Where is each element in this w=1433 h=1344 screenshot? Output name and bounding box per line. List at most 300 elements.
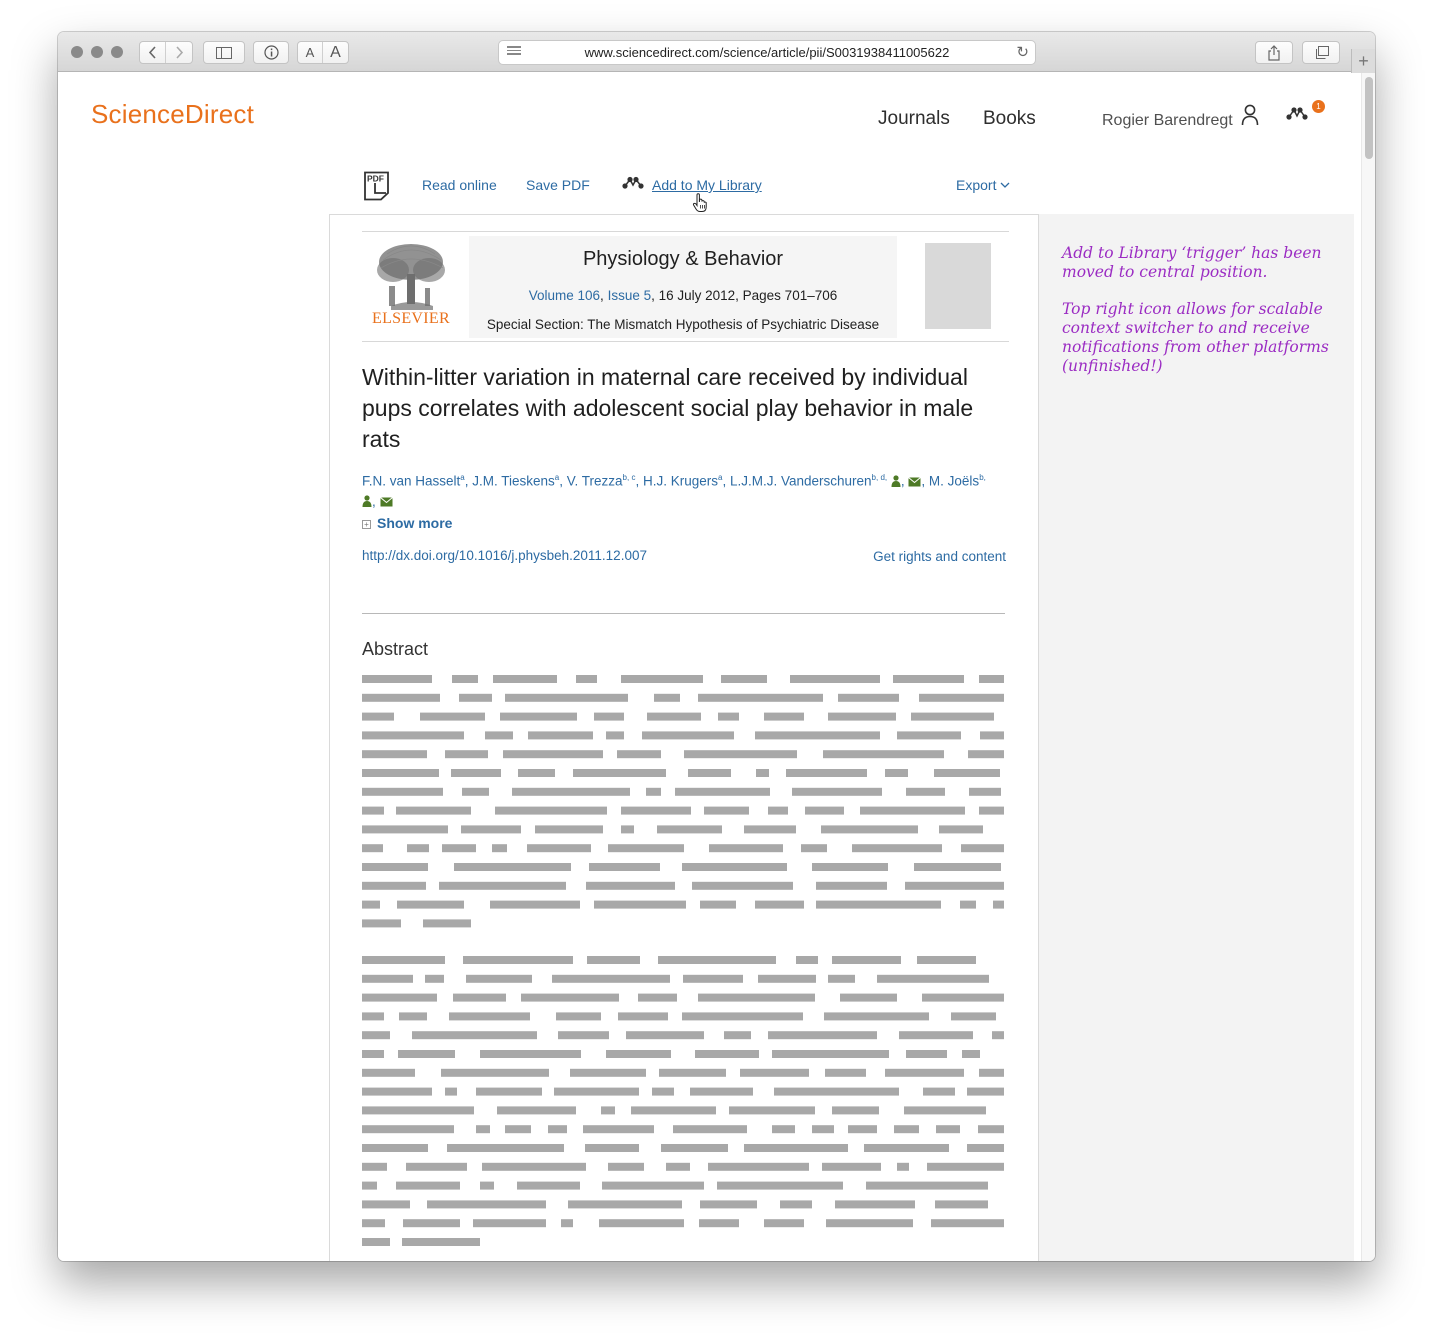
placeholder-word [362, 788, 443, 796]
placeholder-word [992, 1031, 1004, 1039]
placeholder-word [587, 956, 640, 964]
placeholder-word [704, 807, 749, 815]
placeholder-word [812, 1125, 834, 1133]
placeholder-word [466, 975, 532, 983]
placeholder-word [406, 1163, 467, 1171]
author-affiliation: b, d, [871, 473, 888, 482]
back-button[interactable] [140, 42, 166, 63]
placeholder-word [608, 844, 684, 852]
article-column [329, 214, 1039, 1261]
placeholder-word [362, 750, 427, 758]
placeholder-word [362, 825, 448, 833]
placeholder-word [828, 713, 896, 721]
placeholder-word [398, 1050, 455, 1058]
placeholder-word [554, 1088, 639, 1096]
placeholder-word [476, 1088, 542, 1096]
placeholder-word [816, 901, 941, 909]
placeholder-word [454, 863, 571, 871]
placeholder-word [512, 788, 630, 796]
text-smaller-button[interactable]: A [298, 42, 323, 63]
placeholder-word [642, 731, 734, 739]
placeholder-word [362, 675, 432, 683]
placeholder-word [866, 1182, 988, 1190]
placeholder-word [490, 901, 580, 909]
placeholder-word [473, 1219, 546, 1227]
placeholder-word [420, 713, 485, 721]
share-button[interactable] [1255, 41, 1293, 64]
placeholder-word [979, 675, 1004, 683]
placeholder-word [608, 1163, 644, 1171]
chevron-down-icon [1000, 182, 1010, 189]
web-page [58, 73, 1361, 1261]
placeholder-word [606, 1050, 671, 1058]
placeholder-word [905, 882, 1004, 890]
share-icon [1267, 45, 1281, 61]
expand-icon: + [362, 520, 371, 529]
placeholder-word [906, 788, 945, 796]
email-icon[interactable] [908, 477, 921, 487]
person-icon[interactable] [891, 475, 901, 487]
placeholder-word [505, 694, 628, 702]
placeholder-word [718, 713, 739, 721]
placeholder-word [721, 675, 767, 683]
placeholder-word [700, 901, 736, 909]
placeholder-word [362, 1088, 432, 1096]
placeholder-word [618, 1012, 668, 1020]
placeholder-word [919, 694, 1004, 702]
placeholder-word [362, 956, 445, 964]
author-link[interactable]: F.N. van Hasselt [362, 473, 461, 489]
placeholder-word [688, 769, 731, 777]
forward-button[interactable] [166, 42, 192, 63]
email-icon[interactable] [380, 497, 393, 507]
placeholder-word [362, 769, 439, 777]
placeholder-word [601, 1106, 615, 1114]
new-tab-button[interactable]: + [1351, 49, 1375, 73]
placeholder-word [654, 694, 680, 702]
elsevier-wordmark: ELSEVIER [372, 310, 450, 327]
placeholder-word [528, 731, 593, 739]
journal-cover-image[interactable] [925, 243, 991, 329]
placeholder-word [772, 1050, 889, 1058]
placeholder-word [647, 713, 701, 721]
placeholder-word [453, 994, 506, 1002]
placeholder-word [441, 1069, 549, 1077]
user-icon[interactable] [1241, 104, 1259, 126]
placeholder-word [503, 750, 603, 758]
placeholder-word [826, 1219, 913, 1227]
placeholder-word [821, 825, 918, 833]
issue-link[interactable]: Issue 5 [607, 288, 652, 303]
placeholder-word [885, 769, 908, 777]
placeholder-word [527, 844, 591, 852]
placeholder-word [462, 788, 489, 796]
placeholder-word [425, 975, 444, 983]
zoom-window-button[interactable] [111, 46, 123, 58]
placeholder-word [848, 1125, 877, 1133]
placeholder-word [445, 1088, 457, 1096]
placeholder-word [682, 1012, 803, 1020]
author-link[interactable]: M. Joëls [928, 473, 980, 489]
placeholder-word [935, 1200, 988, 1208]
page-scrollbar[interactable] [1361, 73, 1375, 1261]
browser-window [58, 32, 1375, 1261]
placeholder-word [801, 844, 827, 852]
placeholder-word [838, 694, 899, 702]
placeholder-word [505, 1125, 531, 1133]
placeholder-word [617, 750, 661, 758]
annotation-note-context-switcher: Top right icon allows for scalable context switcher to and receive notifications from other platforms (unfinished!) [1062, 300, 1329, 375]
placeholder-word [568, 1200, 682, 1208]
placeholder-word [692, 882, 793, 890]
placeholder-word [934, 769, 1000, 777]
export-dropdown[interactable] [956, 177, 1010, 193]
placeholder-word [835, 1200, 915, 1208]
placeholder-word [482, 1163, 586, 1171]
placeholder-word [675, 788, 770, 796]
placeholder-word [764, 713, 804, 721]
author-link[interactable]: H.J. Krugers [642, 473, 718, 489]
placeholder-word [922, 994, 1004, 1002]
sciencedirect-logo[interactable]: ScienceDirect [91, 99, 254, 129]
special-section: Special Section: The Mismatch Hypothesis of Psychiatric Disease [486, 317, 880, 332]
placeholder-word [497, 1106, 576, 1114]
placeholder-word [476, 1125, 490, 1133]
nav-journals[interactable]: Journals [878, 108, 950, 129]
tabs-icon [1314, 46, 1329, 60]
placeholder-word [755, 901, 804, 909]
placeholder-word [362, 901, 380, 909]
placeholder-word [521, 994, 619, 1002]
placeholder-word [362, 1182, 377, 1190]
placeholder-word [362, 844, 383, 852]
placeholder-word [407, 844, 429, 852]
person-icon[interactable] [362, 495, 372, 507]
placeholder-word [824, 1012, 929, 1020]
placeholder-word [362, 975, 413, 983]
placeholder-word [978, 1125, 1004, 1133]
placeholder-word [661, 1144, 728, 1152]
placeholder-word [962, 1050, 980, 1058]
placeholder-word [362, 863, 428, 871]
placeholder-word [936, 1125, 960, 1133]
placeholder-word [852, 844, 942, 852]
placeholder-word [790, 675, 880, 683]
placeholder-word [631, 1106, 716, 1114]
placeholder-word [403, 1219, 460, 1227]
placeholder-word [939, 825, 983, 833]
placeholder-word [805, 807, 844, 815]
journal-info [469, 236, 897, 338]
placeholder-word [698, 994, 815, 1002]
placeholder-word [666, 1163, 690, 1171]
placeholder-word [402, 1238, 480, 1246]
placeholder-word [768, 807, 788, 815]
placeholder-word [412, 1031, 537, 1039]
placeholder-word [362, 1031, 390, 1039]
history-nav [139, 41, 193, 64]
placeholder-word [362, 1106, 474, 1114]
abstract-placeholder-text [362, 675, 1022, 1261]
notification-badge[interactable]: 1 [1312, 100, 1325, 113]
close-window-button[interactable] [71, 46, 83, 58]
placeholder-word [894, 1125, 919, 1133]
placeholder-word [439, 882, 566, 890]
placeholder-word [362, 1219, 385, 1227]
placeholder-word [690, 1088, 753, 1096]
placeholder-word [904, 1106, 986, 1114]
placeholder-word [427, 1200, 546, 1208]
placeholder-word [362, 731, 464, 739]
placeholder-word [772, 1125, 795, 1133]
placeholder-word [463, 956, 573, 964]
abstract-heading: Abstract [362, 639, 429, 659]
placeholder-word [362, 1200, 410, 1208]
placeholder-word [822, 1163, 881, 1171]
placeholder-word [968, 750, 1004, 758]
placeholder-word [657, 825, 722, 833]
author-affiliation: a [718, 473, 723, 482]
text-size-controls [297, 41, 349, 64]
site-info-button[interactable] [253, 41, 289, 64]
placeholder-word [724, 1031, 751, 1039]
author-link[interactable]: J.M. Tieskens [472, 473, 555, 489]
placeholder-word [621, 825, 634, 833]
placeholder-word [840, 994, 897, 1002]
placeholder-word [885, 1069, 964, 1077]
placeholder-word [931, 1219, 1004, 1227]
placeholder-word [561, 1219, 573, 1227]
placeholder-word [914, 863, 1001, 871]
placeholder-word [585, 1144, 639, 1152]
placeholder-word [860, 807, 965, 815]
placeholder-word [492, 844, 507, 852]
placeholder-word [362, 1012, 384, 1020]
doi-link[interactable]: http://dx.doi.org/10.1016/j.physbeh.2011.12.007 [362, 548, 647, 563]
placeholder-word [708, 1163, 809, 1171]
annotation-note-library: Add to Library ‘trigger’ has been moved to central position. [1062, 244, 1322, 281]
show-more-label: Show more [377, 515, 453, 531]
nav-books[interactable]: Books [983, 108, 1036, 129]
placeholder-word [744, 1144, 848, 1152]
date-pages: , 16 July 2012, Pages 701–706 [651, 288, 838, 303]
placeholder-word [621, 807, 691, 815]
placeholder-word [980, 731, 1004, 739]
placeholder-word [967, 1144, 1004, 1152]
placeholder-word [682, 863, 787, 871]
placeholder-word [485, 731, 513, 739]
placeholder-word [594, 901, 686, 909]
placeholder-word [864, 1144, 949, 1152]
placeholder-word [832, 1106, 879, 1114]
journal-title[interactable]: Physiology & Behavior [582, 248, 784, 270]
placeholder-word [621, 675, 703, 683]
volume-link[interactable]: Volume 106 [528, 288, 601, 303]
tabs-overview-button[interactable] [1302, 41, 1340, 64]
placeholder-word [461, 825, 521, 833]
placeholder-word [480, 1182, 494, 1190]
placeholder-word [362, 1125, 454, 1133]
placeholder-word [606, 731, 624, 739]
address-bar[interactable] [498, 40, 1036, 65]
placeholder-word [626, 1031, 704, 1039]
author-link[interactable]: V. Trezza [566, 473, 623, 489]
author-list: F.N. van Hasselt$^a$, J.M. Tieskens$^a$, V. Trezza$^{b, c}$, H.J. Krugers$^a$, L.J.M.J. Vanderschuren$^{b, d,}$ , , M. Joëls$^{b,}$ , [362, 473, 986, 509]
placeholder-word [556, 1012, 601, 1020]
save-pdf-link[interactable]: Save PDF [526, 177, 590, 193]
placeholder-word [695, 1050, 759, 1058]
author-affiliation: b, c [622, 473, 636, 482]
placeholder-word [576, 675, 597, 683]
placeholder-word [495, 807, 607, 815]
author-affiliation: b, [979, 473, 986, 482]
placeholder-word [729, 1106, 815, 1114]
placeholder-word [792, 788, 882, 796]
placeholder-word [362, 713, 394, 721]
placeholder-word [764, 1219, 804, 1227]
placeholder-word [699, 1219, 739, 1227]
url-text: www.sciencedirect.com/science/article/pii/S0031938411005622 [584, 45, 950, 60]
placeholder-word [780, 1200, 812, 1208]
scrollbar-thumb[interactable] [1365, 77, 1373, 159]
article-title: Within-litter variation in maternal care received by individual pups correlates with adolescent social play behavior in male rats [362, 364, 974, 452]
placeholder-word [599, 1219, 684, 1227]
section-divider [362, 613, 1005, 614]
placeholder-word [638, 994, 677, 1002]
read-online-link[interactable]: Read online [422, 177, 497, 193]
placeholder-word [362, 1163, 387, 1171]
placeholder-word [362, 694, 440, 702]
user-name[interactable]: Rogier Barendregt [1102, 112, 1233, 129]
annotation-panel [1039, 214, 1354, 1261]
context-switcher-icon[interactable] [1285, 106, 1309, 122]
placeholder-word [796, 956, 818, 964]
placeholder-word [459, 694, 492, 702]
pdf-icon-label: PDF [367, 173, 384, 184]
info-icon [264, 45, 279, 60]
placeholder-word [362, 1238, 390, 1246]
placeholder-word [480, 1050, 581, 1058]
placeholder-word [646, 788, 661, 796]
placeholder-word [740, 1069, 809, 1077]
placeholder-word [449, 1012, 530, 1020]
placeholder-word [758, 975, 816, 983]
placeholder-word [899, 1031, 973, 1039]
placeholder-word [969, 788, 1001, 796]
placeholder-word [700, 1200, 757, 1208]
placeholder-word [877, 975, 989, 983]
placeholder-word [362, 882, 426, 890]
placeholder-word [652, 1088, 674, 1096]
sidebar-toggle-button[interactable] [203, 41, 245, 64]
placeholder-word [659, 1069, 726, 1077]
placeholder-word [548, 1125, 567, 1133]
hand-cursor-icon [692, 193, 708, 213]
chevron-right-icon [175, 46, 184, 59]
library-icon [621, 176, 645, 190]
placeholder-word [594, 713, 624, 721]
placeholder-word [823, 750, 944, 758]
placeholder-word [786, 769, 867, 777]
add-to-library-link[interactable]: Add to My Library [652, 177, 762, 193]
placeholder-word [445, 750, 488, 758]
reader-view-icon[interactable] [507, 46, 521, 59]
placeholder-word [452, 675, 478, 683]
placeholder-word [570, 1069, 646, 1077]
placeholder-word [951, 1012, 996, 1020]
placeholder-word [756, 769, 769, 777]
placeholder-word [658, 956, 776, 964]
placeholder-word [362, 1144, 428, 1152]
placeholder-word [673, 1125, 747, 1133]
placeholder-word [906, 1050, 947, 1058]
placeholder-word [993, 901, 1004, 909]
placeholder-word [698, 694, 823, 702]
placeholder-word [960, 901, 976, 909]
text-larger-button[interactable]: A [330, 43, 341, 61]
placeholder-word [911, 713, 994, 721]
pdf-icon[interactable] [363, 171, 390, 201]
placeholder-word [812, 863, 888, 871]
placeholder-word [768, 1031, 877, 1039]
placeholder-word [589, 863, 660, 871]
placeholder-word [362, 807, 384, 815]
placeholder-word [927, 1163, 1004, 1171]
placeholder-word [447, 1144, 564, 1152]
placeholder-word [825, 1069, 866, 1077]
placeholder-word [362, 1069, 415, 1077]
export-label: Export [956, 177, 997, 193]
rights-link[interactable]: Get rights and content [873, 549, 1006, 564]
placeholder-word [744, 825, 796, 833]
chevron-left-icon [148, 46, 157, 59]
placeholder-word [397, 901, 464, 909]
placeholder-word [709, 844, 783, 852]
placeholder-word [535, 825, 603, 833]
placeholder-word [816, 882, 887, 890]
placeholder-word [774, 1088, 899, 1096]
placeholder-word [558, 1031, 609, 1039]
placeholder-word [684, 750, 797, 758]
journal-volume-line: Volume 106, Issue 5, 16 July 2012, Pages 701–706 [528, 288, 838, 303]
placeholder-word [967, 1088, 1004, 1096]
reload-icon[interactable]: ↻ [1016, 44, 1029, 61]
author-affiliation: a [460, 473, 465, 482]
placeholder-word [396, 1182, 460, 1190]
placeholder-word [755, 731, 880, 739]
minimize-window-button[interactable] [91, 46, 103, 58]
placeholder-word [423, 919, 471, 927]
browser-toolbar [58, 32, 1375, 72]
placeholder-word [828, 975, 855, 983]
placeholder-word [979, 807, 1004, 815]
placeholder-word [583, 1125, 654, 1133]
author-link[interactable]: L.J.M.J. Vanderschuren [729, 473, 872, 489]
author-affiliation: a [554, 473, 560, 482]
placeholder-word [832, 956, 901, 964]
placeholder-word [396, 807, 471, 815]
show-more-toggle[interactable] [362, 515, 452, 531]
placeholder-word [979, 1069, 1004, 1077]
placeholder-word [517, 1182, 580, 1190]
placeholder-word [897, 1163, 909, 1171]
placeholder-word [552, 975, 670, 983]
placeholder-word [893, 675, 964, 683]
placeholder-word [586, 882, 675, 890]
placeholder-word [961, 844, 1004, 852]
placeholder-word [500, 713, 577, 721]
journal-header [362, 231, 1009, 342]
